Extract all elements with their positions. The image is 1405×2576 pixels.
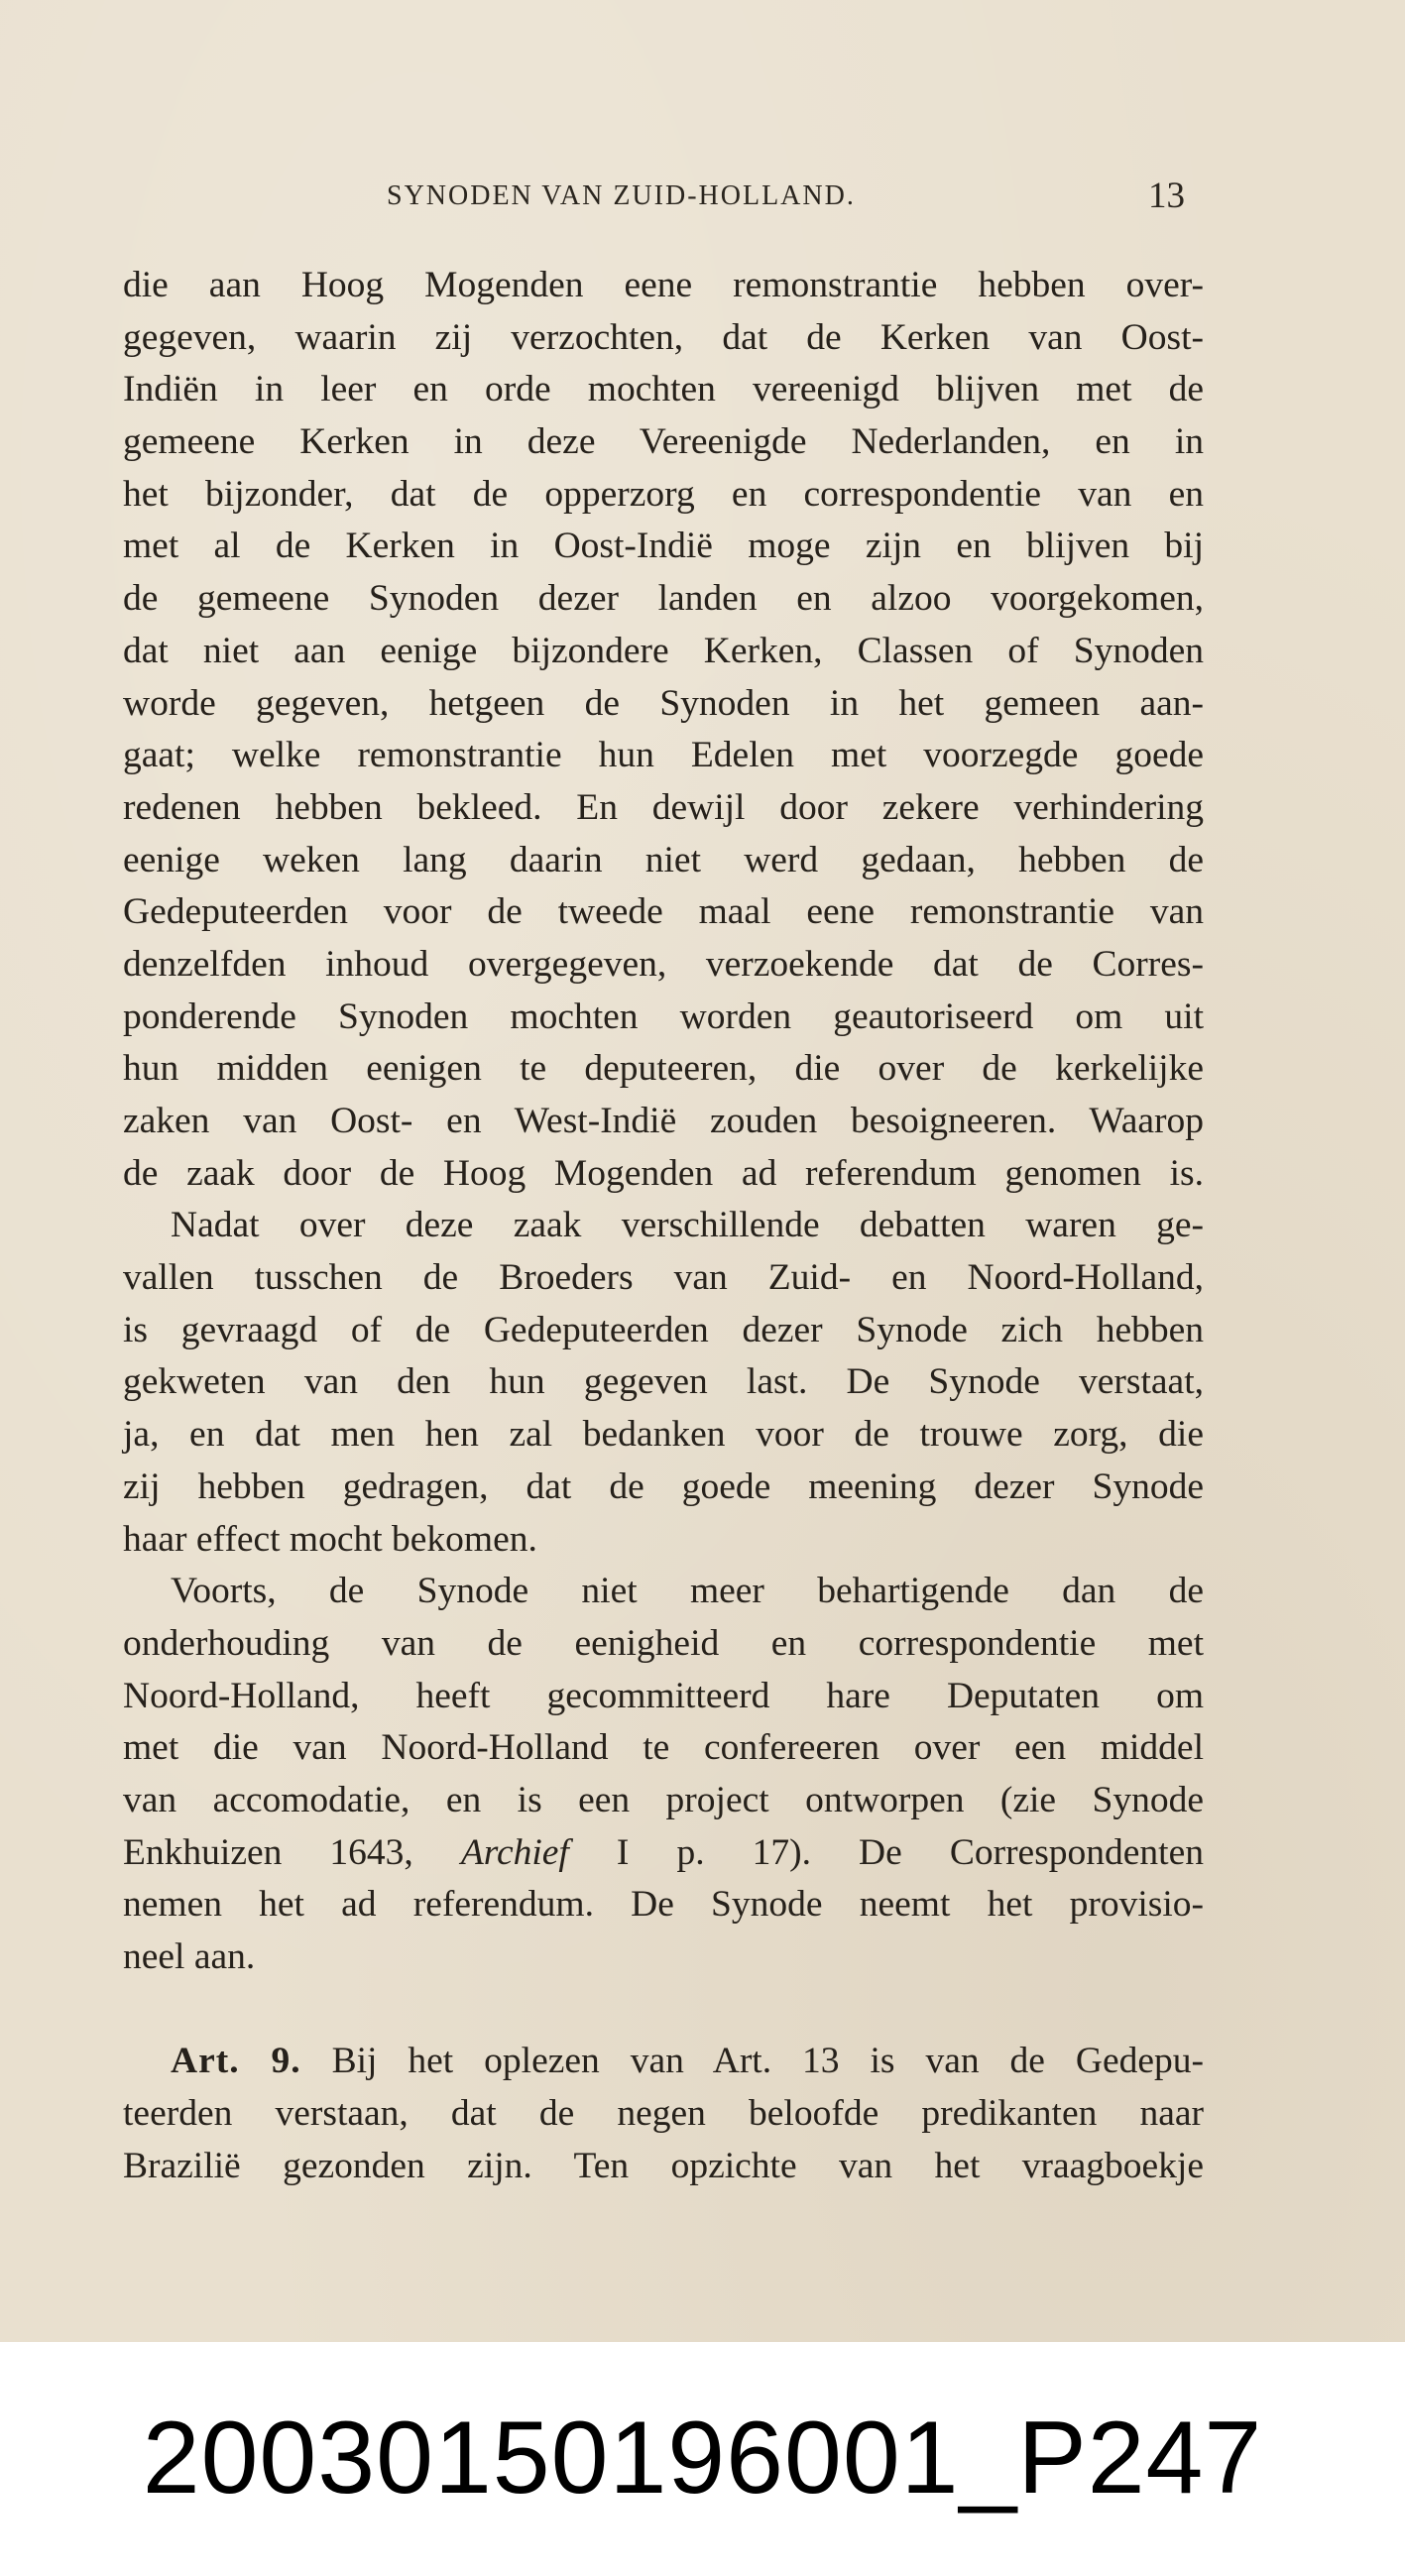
text-line: de zaak door de Hoog Mogenden ad referendum genomen is. bbox=[123, 1152, 1204, 1194]
article-9-line bbox=[123, 2036, 1204, 2088]
text-line: het bijzonder, dat de opperzorg en correspondentie van en bbox=[123, 473, 1204, 515]
text-line: teerden verstaan, dat de negen beloofde predikanten naar bbox=[123, 2093, 1204, 2135]
text-line-with-italic bbox=[123, 1827, 1204, 1880]
text-fragment: Bij het oplezen van Art. 13 is van de Gedepu- bbox=[300, 2041, 1204, 2082]
text-line: ja, en dat men hen zal bedanken voor de trouwe zorg, die bbox=[123, 1414, 1204, 1456]
italic-title: Archief bbox=[460, 1831, 569, 1873]
text-line: de gemeene Synoden dezer landen en alzoo voorgekomen, bbox=[123, 578, 1204, 620]
text-line: onderhouding van de eenigheid en correspondentie met bbox=[123, 1622, 1204, 1664]
text-line: neel aan. bbox=[123, 1936, 256, 1977]
text-line: Noord-Holland, heeft gecommitteerd hare Deputaten om bbox=[123, 1675, 1204, 1716]
text-line: ponderende Synoden mochten worden geautoriseerd om uit bbox=[123, 995, 1204, 1037]
text-line: denzelfden inhoud overgegeven, verzoekende dat de Corres- bbox=[123, 943, 1204, 985]
text-line: worde gegeven, hetgeen de Synoden in het gemeen aan- bbox=[123, 682, 1204, 724]
text-line: Voorts, de Synode niet meer behartigende dan de bbox=[171, 1571, 1204, 1612]
text-line: gegeven, waarin zij verzochten, dat de Kerken van Oost- bbox=[123, 316, 1204, 358]
body-text bbox=[123, 260, 1204, 2192]
article-label: Art. 9. bbox=[171, 2041, 301, 2082]
page-identifier: 20030150196001_P247 bbox=[142, 2400, 1263, 2516]
text-line: haar effect mocht bekomen. bbox=[123, 1518, 537, 1560]
text-line: met al de Kerken in Oost-Indië moge zijn en blijven bij bbox=[123, 526, 1204, 567]
text-line: nemen het ad referendum. De Synode neemt het provisio- bbox=[123, 1884, 1204, 1926]
page-number: 13 bbox=[1148, 176, 1185, 216]
text-line: met die van Noord-Holland te confereeren over een middel bbox=[123, 1727, 1204, 1769]
text-line: Gedeputeerden voor de tweede maal eene remonstrantie van bbox=[123, 891, 1204, 933]
text-line: is gevraagd of de Gedeputeerden dezer Synode zich hebben bbox=[123, 1309, 1204, 1350]
text-line: Indiën in leer en orde mochten vereenigd blijven met de bbox=[123, 369, 1204, 410]
text-line: gekweten van den hun gegeven last. De Synode verstaat, bbox=[123, 1361, 1204, 1403]
text-line: eenige weken lang daarin niet werd gedaan, hebben de bbox=[123, 839, 1204, 880]
text-line: redenen hebben bekleed. En dewijl door zekere verhindering bbox=[123, 786, 1204, 828]
text-line: vallen tusschen de Broeders van Zuid- en Noord-Holland, bbox=[123, 1257, 1204, 1299]
text-line: hun midden eenigen te deputeeren, die over de kerkelijke bbox=[123, 1048, 1204, 1090]
text-line: zij hebben gedragen, dat de goede meening dezer Synode bbox=[123, 1465, 1204, 1507]
text-line: van accomodatie, en is een project ontworpen (zie Synode bbox=[123, 1779, 1204, 1820]
text-line: Nadat over deze zaak verschillende debatten waren ge- bbox=[171, 1205, 1204, 1246]
text-line: dat niet aan eenige bijzondere Kerken, Classen of Synoden bbox=[123, 630, 1204, 671]
text-line: die aan Hoog Mogenden eene remonstrantie hebben over- bbox=[123, 265, 1204, 305]
text-line: zaken van Oost- en West-Indië zouden besoigneeren. Waarop bbox=[123, 1101, 1204, 1141]
running-title: SYNODEN VAN ZUID-HOLLAND. bbox=[387, 180, 856, 211]
text-line: gaat; welke remonstrantie hun Edelen met voorzegde goede bbox=[123, 735, 1204, 776]
text-line: gemeene Kerken in deze Vereenigde Nederlanden, en in bbox=[123, 421, 1204, 463]
paragraph-gap bbox=[123, 1984, 1204, 2037]
text-fragment: Enkhuizen 1643, bbox=[123, 1831, 461, 1873]
text-line: Brazilië gezonden zijn. Ten opzichte van het vraagboekje bbox=[123, 2145, 1204, 2186]
text-fragment: I p. 17). De Correspondenten bbox=[568, 1831, 1204, 1873]
running-head bbox=[0, 176, 1405, 230]
